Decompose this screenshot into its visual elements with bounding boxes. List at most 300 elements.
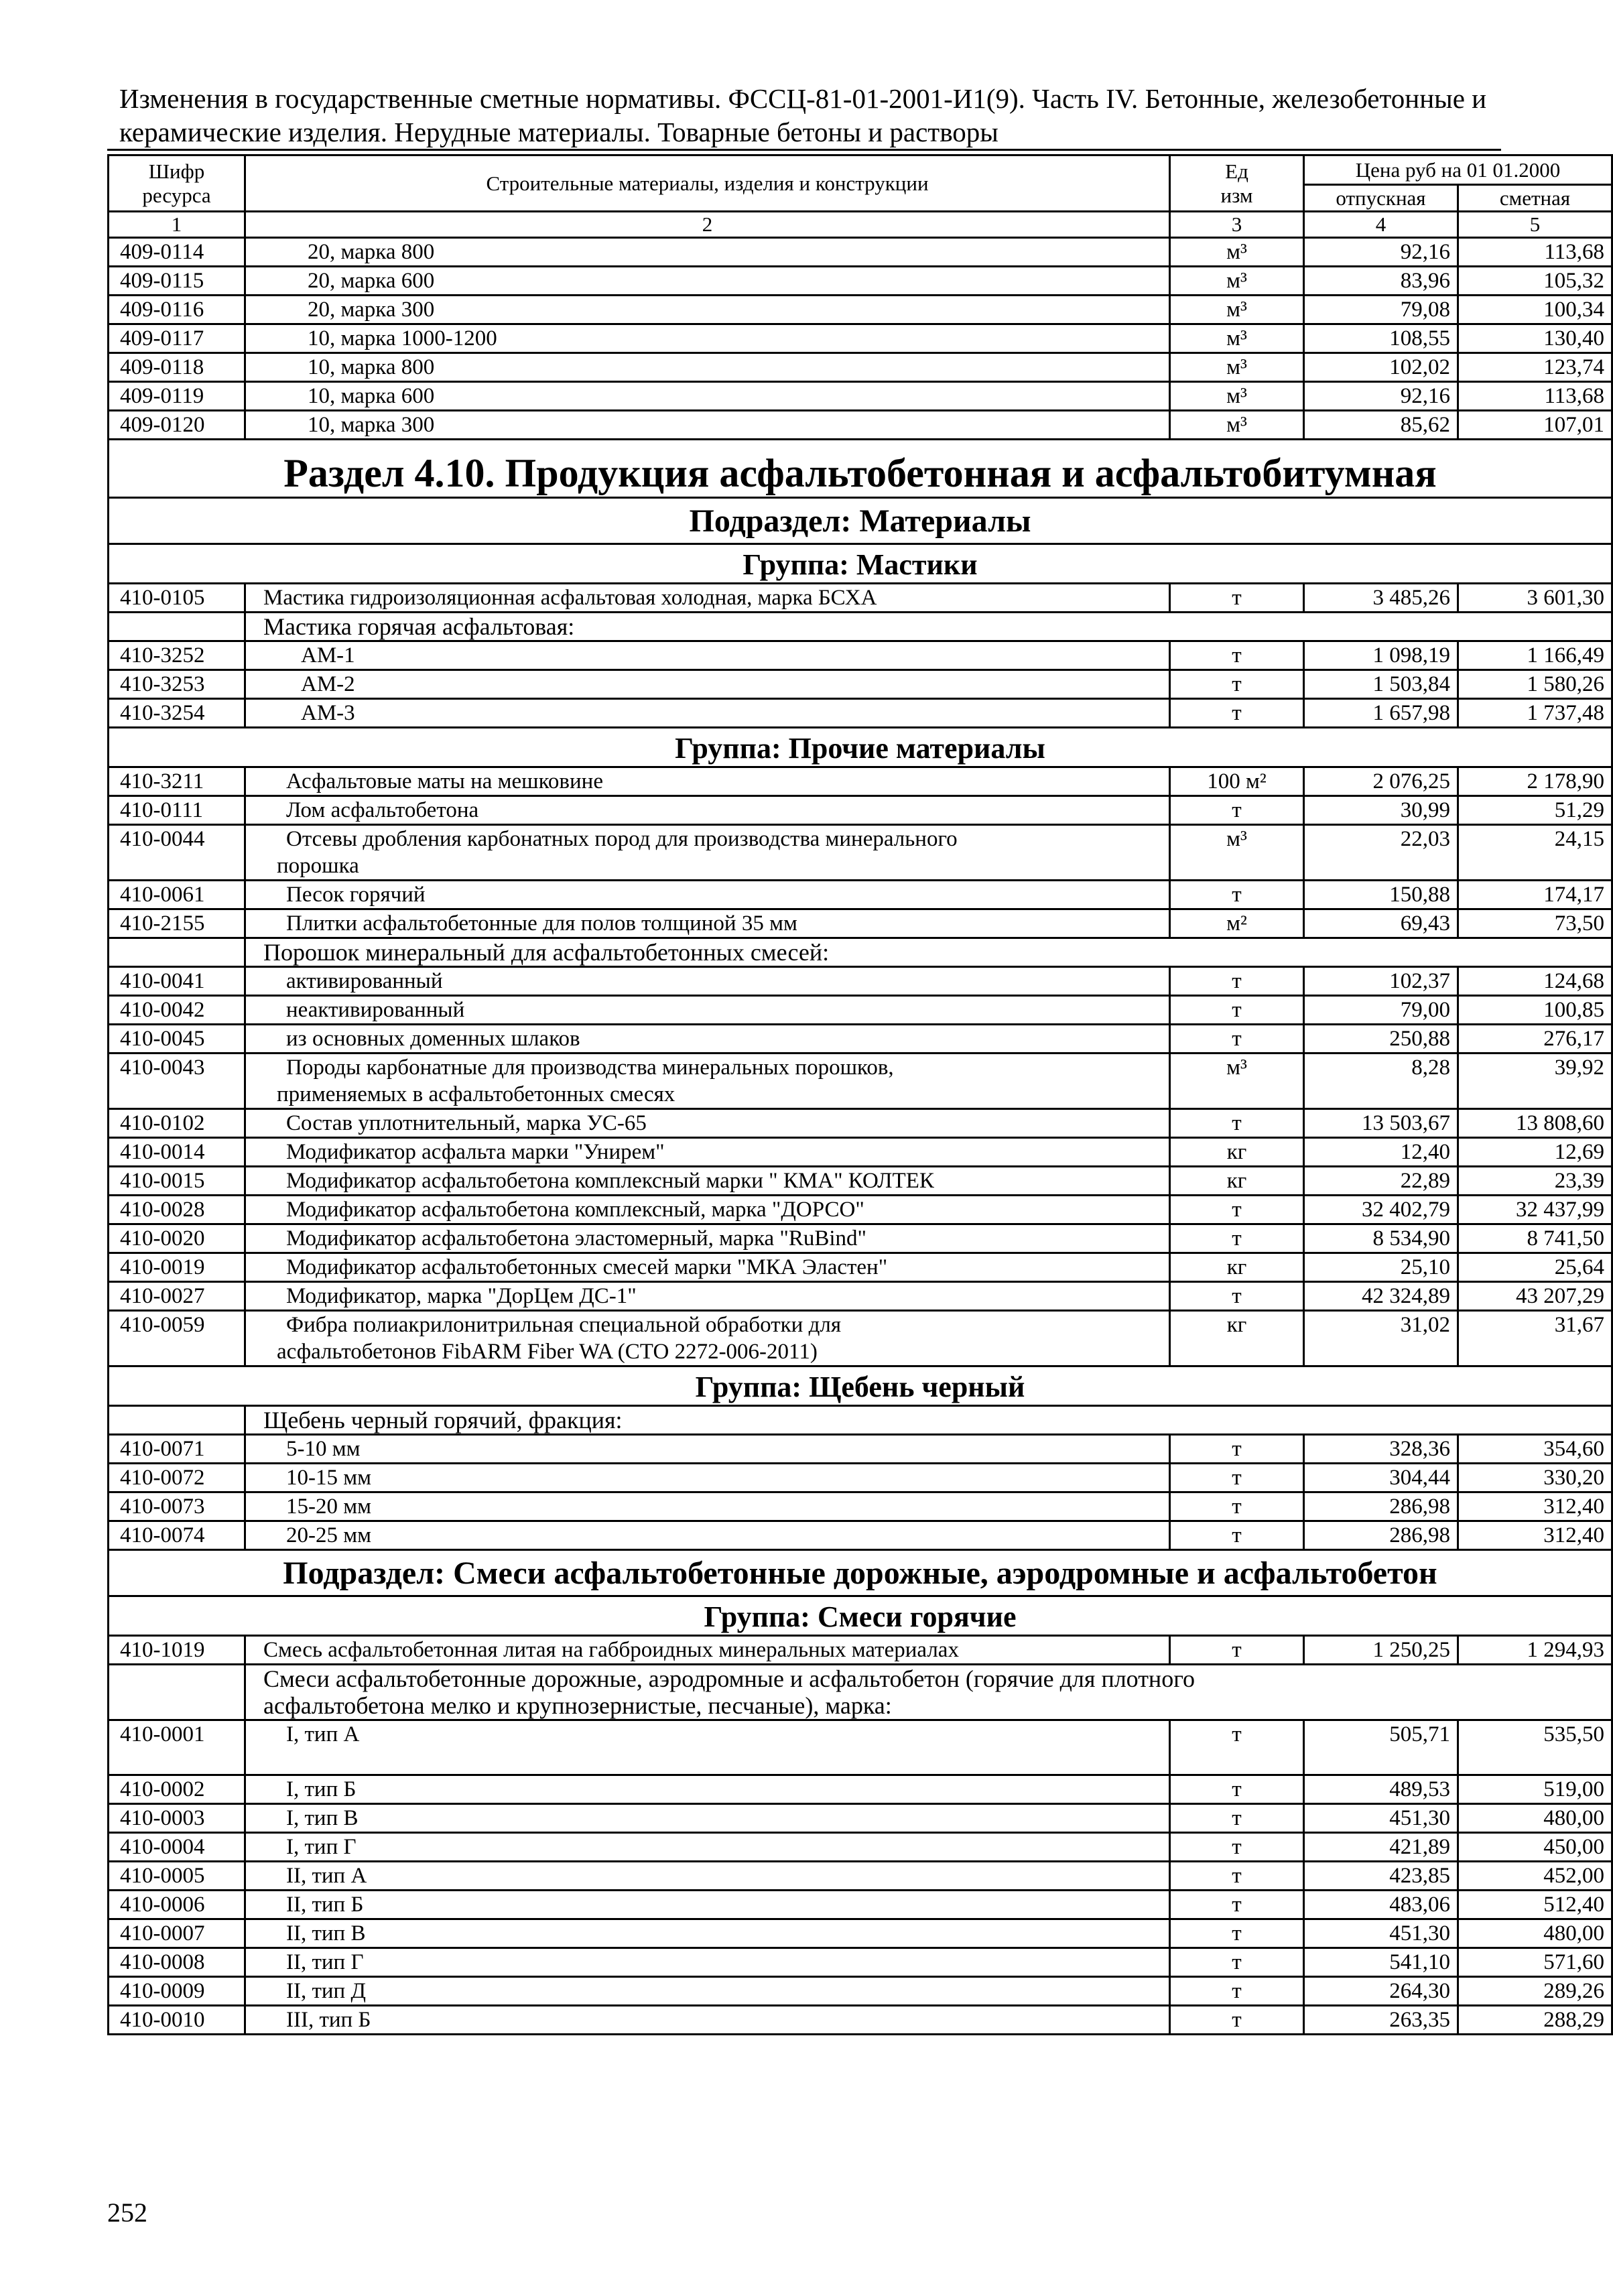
material-name-line: II, тип Б xyxy=(286,1893,364,1917)
table-row xyxy=(109,1833,1612,1862)
table-row xyxy=(109,238,1612,267)
release-price: 451,30 xyxy=(1304,1919,1458,1948)
estimate-price: 2 178,90 xyxy=(1458,767,1612,796)
table-row xyxy=(109,967,1612,996)
resource-code: 410-0007 xyxy=(109,1919,245,1948)
material-name xyxy=(245,382,1170,411)
table-row xyxy=(109,1282,1612,1311)
resource-code: 409-0120 xyxy=(109,411,245,440)
estimate-price: 24,15 xyxy=(1458,825,1612,881)
page-number: 252 xyxy=(107,2197,147,2228)
material-name-line: Асфальтовые маты на мешковине xyxy=(286,769,603,793)
estimate-price: 32 437,99 xyxy=(1458,1196,1612,1224)
material-name xyxy=(245,1311,1170,1366)
estimate-price: 276,17 xyxy=(1458,1025,1612,1054)
material-name xyxy=(245,1025,1170,1054)
material-name xyxy=(245,296,1170,324)
subsection-title-row xyxy=(109,1550,1612,1596)
material-name xyxy=(245,1253,1170,1282)
release-price: 30,99 xyxy=(1304,796,1458,825)
subheading-row xyxy=(109,1665,1612,1720)
resource-code: 410-0020 xyxy=(109,1224,245,1253)
unit-cell: т xyxy=(1170,1833,1304,1862)
estimate-price: 571,60 xyxy=(1458,1948,1612,1977)
table-row xyxy=(109,353,1612,382)
release-price: 42 324,89 xyxy=(1304,1282,1458,1311)
group-title: Группа: Смеси горячие xyxy=(109,1596,1612,1636)
material-name xyxy=(245,584,1170,613)
resource-code: 410-0071 xyxy=(109,1435,245,1464)
code-header-line-2: ресурса xyxy=(142,183,211,207)
unit-header-line-2: изм xyxy=(1220,183,1253,207)
empty-code-cell xyxy=(109,938,245,967)
unit-cell: т xyxy=(1170,2006,1304,2035)
resource-code: 410-0027 xyxy=(109,1282,245,1311)
table-row xyxy=(109,767,1612,796)
table-row xyxy=(109,1464,1612,1492)
release-price: 1 503,84 xyxy=(1304,670,1458,699)
release-price: 108,55 xyxy=(1304,324,1458,353)
material-name-line: II, тип А xyxy=(286,1864,367,1888)
release-price: 451,30 xyxy=(1304,1804,1458,1833)
code-column-header xyxy=(109,155,245,212)
resource-code: 410-0061 xyxy=(109,881,245,909)
material-name-line: I, тип В xyxy=(286,1806,359,1830)
subheading-line: асфальтобетона мелко и крупнозернистые, песчаные), марка: xyxy=(263,1692,892,1719)
material-name-line: I, тип А xyxy=(286,1722,360,1746)
section-title: Раздел 4.10. Продукция асфальтобетонная и асфальтобитумная xyxy=(109,440,1612,498)
table-row xyxy=(109,382,1612,411)
column-number: 2 xyxy=(245,212,1170,238)
material-name-line: активированный xyxy=(286,969,443,993)
release-price: 22,03 xyxy=(1304,825,1458,881)
estimate-price: 174,17 xyxy=(1458,881,1612,909)
group-title-row xyxy=(109,728,1612,767)
resource-code: 410-0005 xyxy=(109,1862,245,1891)
table-row xyxy=(109,584,1612,613)
estimate-price: 23,39 xyxy=(1458,1167,1612,1196)
subheading-line: Смеси асфальтобетонные дорожные, аэродромные и асфальтобетон (горячие для плотного xyxy=(263,1665,1196,1692)
estimate-price: 354,60 xyxy=(1458,1435,1612,1464)
material-name-line: Смесь асфальтобетонная литая на габброидных минеральных материалах xyxy=(263,1638,959,1662)
material-name-line: Модификатор асфальтобетона комплексный марки " КМА" КОЛТЕК xyxy=(286,1169,934,1193)
resource-code: 410-0044 xyxy=(109,825,245,881)
unit-header-line-1: Ед xyxy=(1225,159,1248,183)
material-name xyxy=(245,1891,1170,1919)
material-name xyxy=(245,1804,1170,1833)
material-name-line: Лом асфальтобетона xyxy=(286,798,479,822)
subheading-row xyxy=(109,613,1612,641)
release-price: 328,36 xyxy=(1304,1435,1458,1464)
release-price: 102,37 xyxy=(1304,967,1458,996)
material-name xyxy=(245,1636,1170,1665)
unit-cell: т xyxy=(1170,1224,1304,1253)
unit-cell: м³ xyxy=(1170,267,1304,296)
header-line-1: Изменения в государственные сметные нормативы. ФССЦ-81-01-2001-И1(9). Часть IV. Бетонные, железобетонные и xyxy=(119,83,1487,114)
price-table xyxy=(107,154,1613,2035)
empty-code-cell xyxy=(109,613,245,641)
material-name xyxy=(245,1521,1170,1550)
document-header xyxy=(119,82,1500,149)
estimate-price: 3 601,30 xyxy=(1458,584,1612,613)
table-row xyxy=(109,1775,1612,1804)
estimate-price: 1 580,26 xyxy=(1458,670,1612,699)
section-title-row xyxy=(109,440,1612,498)
resource-code: 409-0116 xyxy=(109,296,245,324)
unit-cell: кг xyxy=(1170,1311,1304,1366)
material-name-line: Породы карбонатные для производства минеральных порошков, xyxy=(286,1056,894,1080)
unit-cell: т xyxy=(1170,1775,1304,1804)
estimate-price: 39,92 xyxy=(1458,1054,1612,1109)
estimate-price: 312,40 xyxy=(1458,1492,1612,1521)
material-name xyxy=(245,1167,1170,1196)
unit-cell: т xyxy=(1170,1636,1304,1665)
group-title: Группа: Мастики xyxy=(109,544,1612,584)
material-name-line: неактивированный xyxy=(286,998,465,1022)
release-price: 79,08 xyxy=(1304,296,1458,324)
material-name-line: 10, марка 600 xyxy=(308,384,435,408)
unit-cell: м³ xyxy=(1170,1054,1304,1109)
estimate-price: 480,00 xyxy=(1458,1804,1612,1833)
release-price: 423,85 xyxy=(1304,1862,1458,1891)
material-name xyxy=(245,996,1170,1025)
code-header-line-1: Шифр xyxy=(148,159,205,183)
resource-code: 410-0002 xyxy=(109,1775,245,1804)
table-row xyxy=(109,1253,1612,1282)
unit-cell: т xyxy=(1170,967,1304,996)
column-number: 4 xyxy=(1304,212,1458,238)
material-name xyxy=(245,796,1170,825)
table-row xyxy=(109,1025,1612,1054)
table-row xyxy=(109,1891,1612,1919)
estimate-price: 105,32 xyxy=(1458,267,1612,296)
release-price: 2 076,25 xyxy=(1304,767,1458,796)
unit-cell: т xyxy=(1170,1435,1304,1464)
release-price: 1 657,98 xyxy=(1304,699,1458,728)
resource-code: 410-1019 xyxy=(109,1636,245,1665)
table-header-row xyxy=(109,155,1612,185)
material-name-line: Модификатор асфальтобетонных смесей марки "МКА Эластен" xyxy=(286,1255,888,1279)
material-name xyxy=(245,670,1170,699)
material-name-line: 20-25 мм xyxy=(286,1523,372,1547)
table-row xyxy=(109,1948,1612,1977)
resource-code: 410-0010 xyxy=(109,2006,245,2035)
estimate-price: 107,01 xyxy=(1458,411,1612,440)
material-name xyxy=(245,1492,1170,1521)
table-row xyxy=(109,1919,1612,1948)
estimate-price: 512,40 xyxy=(1458,1891,1612,1919)
material-name-line: порошка xyxy=(277,854,359,878)
material-name-line: Отсевы дробления карбонатных пород для производства минерального xyxy=(286,827,958,851)
table-row xyxy=(109,1492,1612,1521)
release-price: 263,35 xyxy=(1304,2006,1458,2035)
estimate-price: 312,40 xyxy=(1458,1521,1612,1550)
estimate-price: 113,68 xyxy=(1458,238,1612,267)
estimate-price: 31,67 xyxy=(1458,1311,1612,1366)
resource-code: 410-0105 xyxy=(109,584,245,613)
material-name-line: 5-10 мм xyxy=(286,1437,361,1461)
material-name xyxy=(245,1919,1170,1948)
group-title-row xyxy=(109,544,1612,584)
unit-cell: т xyxy=(1170,1464,1304,1492)
estimate-price: 43 207,29 xyxy=(1458,1282,1612,1311)
material-name-line: Плитки асфальтобетонные для полов толщиной 35 мм xyxy=(286,911,797,936)
table-row xyxy=(109,699,1612,728)
table-row xyxy=(109,641,1612,670)
release-price: 102,02 xyxy=(1304,353,1458,382)
release-price: 505,71 xyxy=(1304,1720,1458,1775)
unit-cell: м³ xyxy=(1170,296,1304,324)
resource-code: 409-0114 xyxy=(109,238,245,267)
material-name-line: I, тип Г xyxy=(286,1835,357,1859)
unit-cell: т xyxy=(1170,1919,1304,1948)
release-price: 32 402,79 xyxy=(1304,1196,1458,1224)
material-name-line: Модификатор асфальтобетона комплексный, марка "ДОРСО" xyxy=(286,1198,864,1222)
release-price: 250,88 xyxy=(1304,1025,1458,1054)
material-name xyxy=(245,699,1170,728)
resource-code: 410-0003 xyxy=(109,1804,245,1833)
unit-cell: 100 м² xyxy=(1170,767,1304,796)
table-row xyxy=(109,267,1612,296)
subheading-row xyxy=(109,938,1612,967)
resource-code: 410-2155 xyxy=(109,909,245,938)
table-row xyxy=(109,825,1612,881)
material-name xyxy=(245,2006,1170,2035)
column-number: 5 xyxy=(1458,212,1612,238)
column-number-row xyxy=(109,212,1612,238)
release-price: 421,89 xyxy=(1304,1833,1458,1862)
release-price: 150,88 xyxy=(1304,881,1458,909)
unit-column-header xyxy=(1170,155,1304,212)
material-name-line: Модификатор, марка "ДорЦем ДС-1" xyxy=(286,1284,637,1308)
resource-code: 410-0041 xyxy=(109,967,245,996)
material-name xyxy=(245,1977,1170,2006)
release-price: 83,96 xyxy=(1304,267,1458,296)
header-rule xyxy=(107,149,1501,151)
table-row xyxy=(109,1167,1612,1196)
unit-cell: м³ xyxy=(1170,825,1304,881)
table-row xyxy=(109,1224,1612,1253)
estimate-price: 1 166,49 xyxy=(1458,641,1612,670)
table-row xyxy=(109,1138,1612,1167)
material-name xyxy=(245,411,1170,440)
material-name xyxy=(245,825,1170,881)
resource-code: 410-0045 xyxy=(109,1025,245,1054)
table-row xyxy=(109,1054,1612,1109)
estimate-price: 535,50 xyxy=(1458,1720,1612,1775)
subheading: Мастика горячая асфальтовая: xyxy=(245,613,1612,641)
table-row xyxy=(109,1435,1612,1464)
release-price: 3 485,26 xyxy=(1304,584,1458,613)
material-name xyxy=(245,1948,1170,1977)
name-column-header: Строительные материалы, изделия и конструкции xyxy=(245,155,1170,212)
resource-code: 410-0072 xyxy=(109,1464,245,1492)
resource-code: 410-0001 xyxy=(109,1720,245,1775)
subsection-title: Подраздел: Смеси асфальтобетонные дорожные, аэродромные и асфальтобетон xyxy=(109,1550,1612,1596)
estimate-price: 480,00 xyxy=(1458,1919,1612,1948)
unit-cell: т xyxy=(1170,881,1304,909)
table-row xyxy=(109,411,1612,440)
resource-code: 410-0102 xyxy=(109,1109,245,1138)
unit-cell: т xyxy=(1170,670,1304,699)
resource-code: 410-0074 xyxy=(109,1521,245,1550)
material-name-line: АМ-1 xyxy=(301,643,355,667)
material-name-line: АМ-3 xyxy=(301,701,355,725)
material-name xyxy=(245,1196,1170,1224)
unit-cell: т xyxy=(1170,641,1304,670)
unit-cell: т xyxy=(1170,1521,1304,1550)
material-name-line: 10, марка 1000-1200 xyxy=(308,326,497,350)
material-name xyxy=(245,767,1170,796)
table-row xyxy=(109,909,1612,938)
resource-code: 410-0042 xyxy=(109,996,245,1025)
table-row xyxy=(109,996,1612,1025)
subheading: Щебень черный горячий, фракция: xyxy=(245,1406,1612,1435)
unit-cell: т xyxy=(1170,996,1304,1025)
unit-cell: т xyxy=(1170,1492,1304,1521)
unit-cell: м³ xyxy=(1170,411,1304,440)
estimate-price: 123,74 xyxy=(1458,353,1612,382)
group-title: Группа: Щебень черный xyxy=(109,1366,1612,1406)
estimate-price: 130,40 xyxy=(1458,324,1612,353)
material-name-line: III, тип Б xyxy=(286,2008,371,2032)
unit-cell: кг xyxy=(1170,1167,1304,1196)
release-price: 13 503,67 xyxy=(1304,1109,1458,1138)
material-name xyxy=(245,881,1170,909)
material-name xyxy=(245,909,1170,938)
table-row xyxy=(109,324,1612,353)
group-title-row xyxy=(109,1366,1612,1406)
estimate-price: 519,00 xyxy=(1458,1775,1612,1804)
material-name-line: Фибра полиакрилонитрильная специальной обработки для xyxy=(286,1313,842,1337)
group-title-row xyxy=(109,1596,1612,1636)
material-name xyxy=(245,641,1170,670)
material-name xyxy=(245,324,1170,353)
unit-cell: т xyxy=(1170,1862,1304,1891)
release-price: 92,16 xyxy=(1304,238,1458,267)
resource-code: 410-0043 xyxy=(109,1054,245,1109)
table-row xyxy=(109,1636,1612,1665)
table-row xyxy=(109,1804,1612,1833)
material-name-line: Модификатор асфальтобетона эластомерный, марка "RuBind" xyxy=(286,1226,867,1251)
resource-code: 410-3254 xyxy=(109,699,245,728)
table-row xyxy=(109,296,1612,324)
subheading: Порошок минеральный для асфальтобетонных смесей: xyxy=(245,938,1612,967)
table-row xyxy=(109,1109,1612,1138)
material-name xyxy=(245,238,1170,267)
release-price: 31,02 xyxy=(1304,1311,1458,1366)
resource-code: 410-0028 xyxy=(109,1196,245,1224)
release-price: 1 250,25 xyxy=(1304,1636,1458,1665)
material-name xyxy=(245,1435,1170,1464)
estimate-price: 12,69 xyxy=(1458,1138,1612,1167)
group-title: Группа: Прочие материалы xyxy=(109,728,1612,767)
estimate-price: 452,00 xyxy=(1458,1862,1612,1891)
resource-code: 410-0014 xyxy=(109,1138,245,1167)
material-name-line: из основных доменных шлаков xyxy=(286,1027,580,1051)
material-name xyxy=(245,267,1170,296)
release-price: 79,00 xyxy=(1304,996,1458,1025)
subsection-title-row xyxy=(109,498,1612,544)
estimate-price: 1 737,48 xyxy=(1458,699,1612,728)
material-name-line: II, тип В xyxy=(286,1921,366,1946)
release-price: 92,16 xyxy=(1304,382,1458,411)
unit-cell: т xyxy=(1170,1720,1304,1775)
material-name-line: Модификатор асфальта марки "Унирем" xyxy=(286,1140,665,1164)
release-price: 8,28 xyxy=(1304,1054,1458,1109)
estimate-price-header: сметная xyxy=(1458,185,1612,212)
material-name-line: 20, марка 800 xyxy=(308,240,435,264)
table-row xyxy=(109,1862,1612,1891)
table-row xyxy=(109,1521,1612,1550)
table-row xyxy=(109,1977,1612,2006)
material-name-line: 10, марка 800 xyxy=(308,355,435,379)
release-price: 22,89 xyxy=(1304,1167,1458,1196)
resource-code: 410-0015 xyxy=(109,1167,245,1196)
release-price: 489,53 xyxy=(1304,1775,1458,1804)
unit-cell: т xyxy=(1170,1109,1304,1138)
release-price: 541,10 xyxy=(1304,1948,1458,1977)
empty-code-cell xyxy=(109,1665,245,1720)
resource-code: 409-0119 xyxy=(109,382,245,411)
material-name-line: I, тип Б xyxy=(286,1777,357,1801)
material-name xyxy=(245,1775,1170,1804)
unit-cell: м³ xyxy=(1170,238,1304,267)
unit-cell: т xyxy=(1170,1025,1304,1054)
estimate-price: 8 741,50 xyxy=(1458,1224,1612,1253)
unit-cell: т xyxy=(1170,796,1304,825)
unit-cell: м³ xyxy=(1170,382,1304,411)
material-name-line: Состав уплотнительный, марка УС-65 xyxy=(286,1111,647,1135)
subheading-row xyxy=(109,1406,1612,1435)
column-number: 1 xyxy=(109,212,245,238)
table-row xyxy=(109,1196,1612,1224)
estimate-price: 288,29 xyxy=(1458,2006,1612,2035)
unit-cell: т xyxy=(1170,1196,1304,1224)
material-name-line: 20, марка 600 xyxy=(308,269,435,293)
resource-code: 410-0006 xyxy=(109,1891,245,1919)
table-row xyxy=(109,2006,1612,2035)
material-name xyxy=(245,967,1170,996)
estimate-price: 124,68 xyxy=(1458,967,1612,996)
material-name-line: применяемых в асфальтобетонных смесях xyxy=(277,1082,675,1106)
unit-cell: т xyxy=(1170,1948,1304,1977)
release-price: 25,10 xyxy=(1304,1253,1458,1282)
release-price: 69,43 xyxy=(1304,909,1458,938)
material-name xyxy=(245,1109,1170,1138)
empty-code-cell xyxy=(109,1406,245,1435)
unit-cell: т xyxy=(1170,699,1304,728)
material-name-line: II, тип Д xyxy=(286,1979,366,2003)
estimate-price: 113,68 xyxy=(1458,382,1612,411)
estimate-price: 450,00 xyxy=(1458,1833,1612,1862)
resource-code: 410-3252 xyxy=(109,641,245,670)
price-column-header: Цена руб на 01 01.2000 xyxy=(1304,155,1612,185)
resource-code: 409-0118 xyxy=(109,353,245,382)
unit-cell: т xyxy=(1170,1804,1304,1833)
estimate-price: 1 294,93 xyxy=(1458,1636,1612,1665)
resource-code: 409-0115 xyxy=(109,267,245,296)
resource-code: 410-0019 xyxy=(109,1253,245,1282)
unit-cell: кг xyxy=(1170,1253,1304,1282)
resource-code: 410-3211 xyxy=(109,767,245,796)
resource-code: 410-0059 xyxy=(109,1311,245,1366)
release-price-header: отпускная xyxy=(1304,185,1458,212)
material-name-line: Мастика гидроизоляционная асфальтовая холодная, марка БСХА xyxy=(263,586,877,610)
resource-code: 410-0009 xyxy=(109,1977,245,2006)
resource-code: 409-0117 xyxy=(109,324,245,353)
resource-code: 410-0004 xyxy=(109,1833,245,1862)
